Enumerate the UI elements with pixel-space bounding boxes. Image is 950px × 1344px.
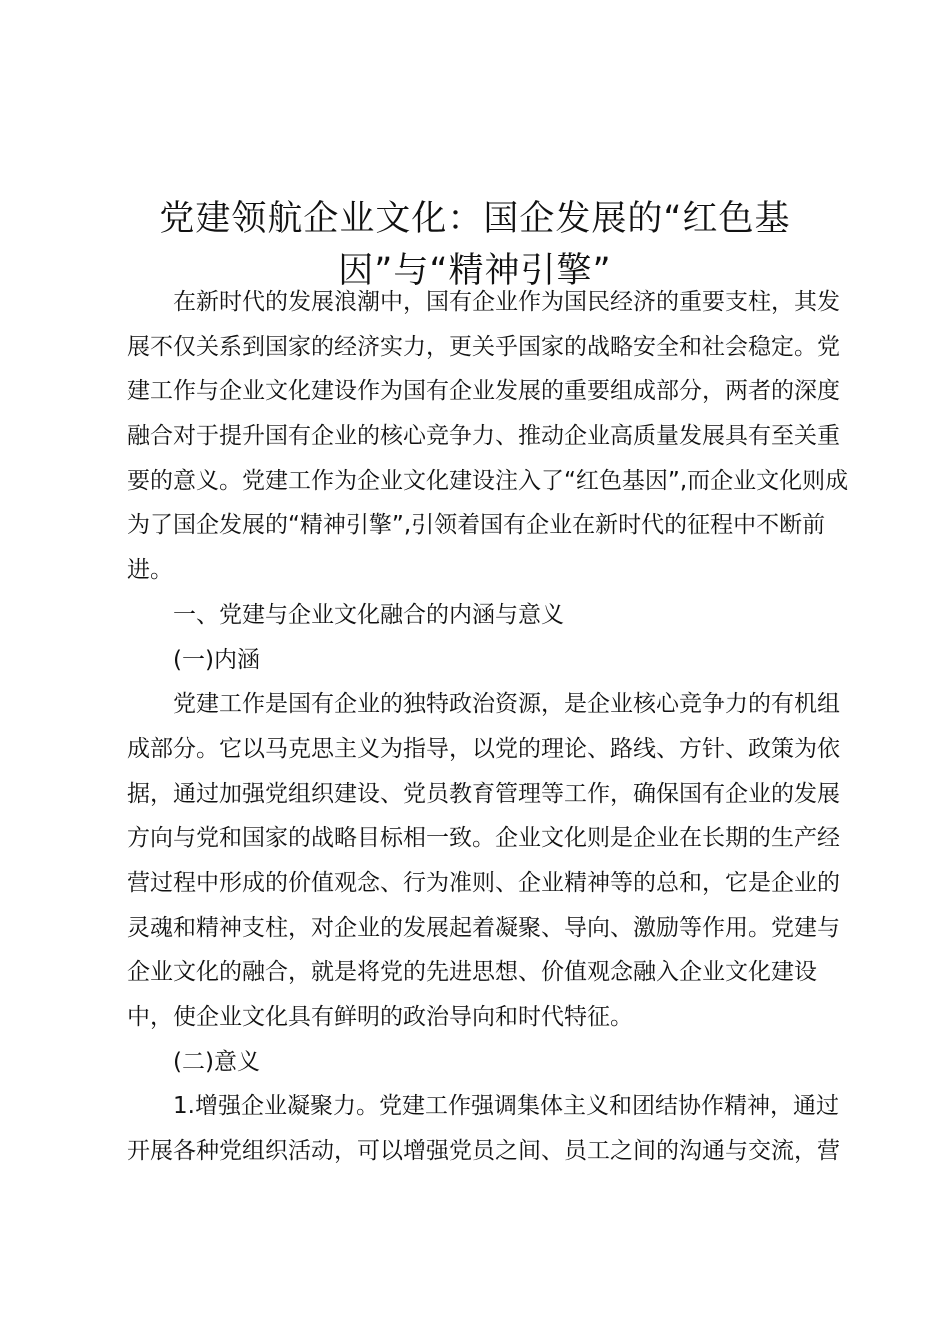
title-line: 因”与“精神引擎”: [338, 251, 612, 292]
paragraph-line: 成部分。它以马克思主义为指导，以党的理论、路线、方针、政策为依: [127, 735, 840, 762]
paragraph-line: 1.增强企业凝聚力。党建工作强调集体主义和团结协作精神，通过: [173, 1093, 839, 1120]
paragraph-line: (一)内涵: [173, 646, 260, 673]
paragraph-line: 建工作与企业文化建设作为国有企业发展的重要组成部分，两者的深度: [127, 378, 840, 405]
paragraph-line: 融合对于提升国有企业的核心竞争力、推动企业高质量发展具有至关重: [127, 423, 840, 450]
paragraph-line: 展不仅关系到国家的经济实力，更关乎国家的战略安全和社会稳定。党: [127, 333, 840, 360]
paragraph-line: 中，使企业文化具有鲜明的政治导向和时代特征。: [127, 1004, 633, 1030]
paragraph-line: (二)意义: [173, 1048, 260, 1075]
paragraph-line: 党建工作是国有企业的独特政治资源，是企业核心竞争力的有机组: [173, 691, 840, 718]
paragraph-line: 据，通过加强党组织建设、党员教育管理等工作，确保国有企业的发展: [127, 780, 840, 807]
title-line: 党建领航企业文化：国企发展的“红色基: [159, 199, 791, 240]
paragraph-line: 开展各种党组织活动，可以增强党员之间、员工之间的沟通与交流，营: [127, 1138, 840, 1165]
paragraph-line: 一、党建与企业文化融合的内涵与意义: [173, 601, 564, 628]
paragraph-line: 方向与党和国家的战略目标相一致。企业文化则是企业在长期的生产经: [127, 825, 840, 852]
paragraph-line: 灵魂和精神支柱，对企业的发展起着凝聚、导向、激励等作用。党建与: [127, 914, 840, 941]
paragraph-line: 企业文化的融合，就是将党的先进思想、价值观念融入企业文化建设: [127, 959, 817, 986]
paragraph-line: 营过程中形成的价值观念、行为准则、企业精神等的总和，它是企业的: [127, 869, 840, 896]
paragraph-line: 在新时代的发展浪潮中，国有企业作为国民经济的重要支柱，其发: [173, 289, 840, 315]
paragraph-line: 进。: [127, 557, 173, 584]
paragraph-line: 要的意义。党建工作为企业文化建设注入了“红色基因”,而企业文化则成: [127, 467, 849, 494]
document-body: [127, 280, 849, 1174]
paragraph-line: 为了国企发展的“精神引擎”,引领着国有企业在新时代的征程中不断前: [127, 512, 826, 539]
